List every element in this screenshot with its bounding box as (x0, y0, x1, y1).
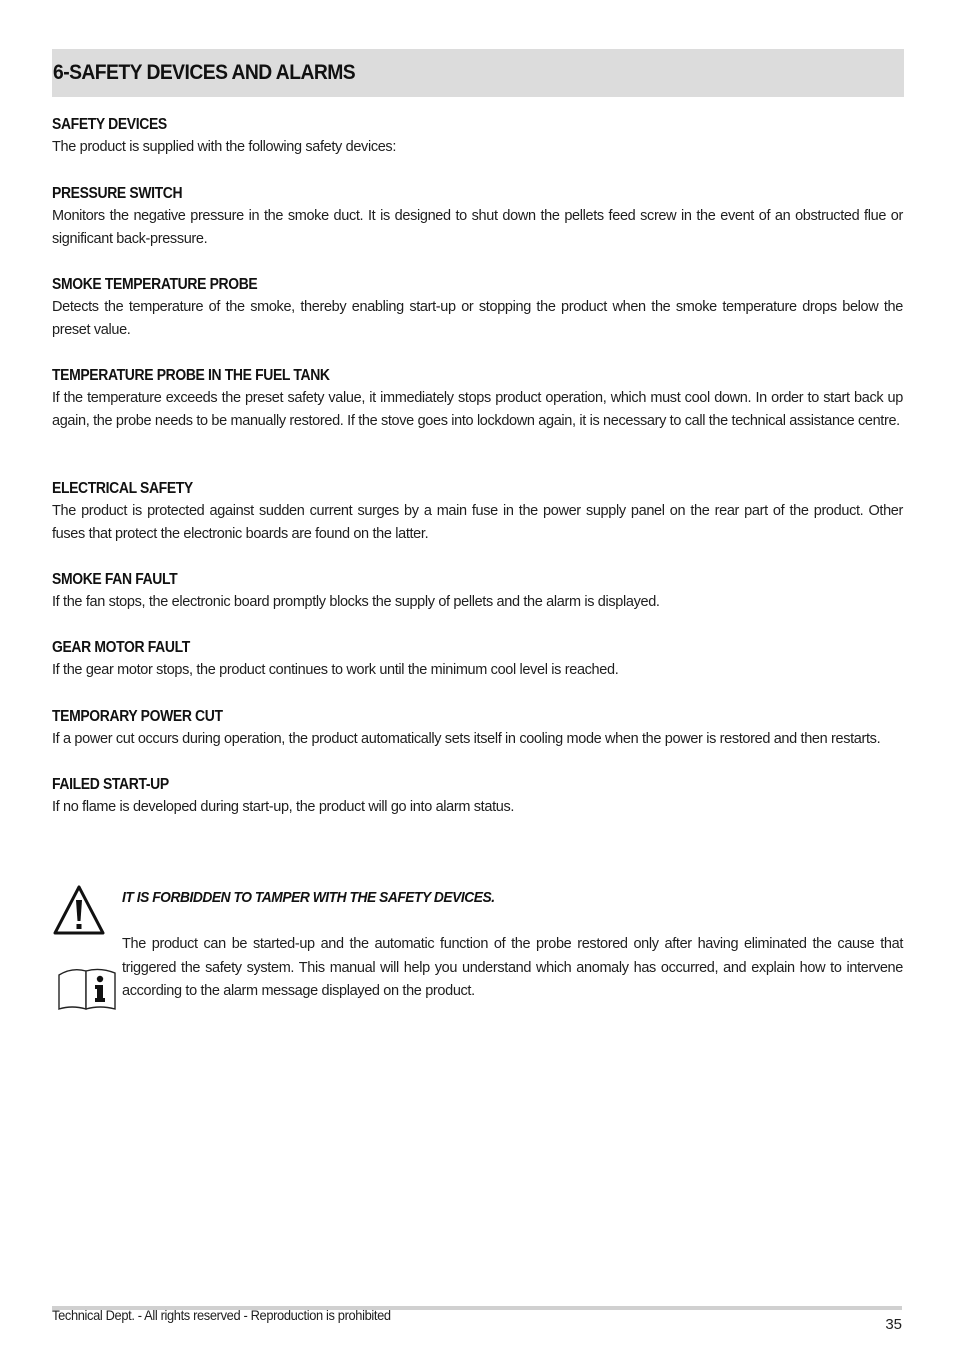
section-gear-motor-fault (52, 637, 903, 682)
section-smoke-temperature-probe (52, 274, 903, 342)
section-fuel-tank-probe (52, 365, 903, 433)
page-number: 35 (885, 1316, 902, 1333)
section-body: The product is supplied with the following safety devices: (52, 139, 397, 155)
section-heading: TEMPERATURE PROBE IN THE FUEL TANK (52, 367, 330, 384)
section-heading: ELECTRICAL SAFETY (52, 480, 193, 497)
footer-copyright: Technical Dept. - All rights reserved - Reproduction is prohibited (52, 1307, 391, 1323)
section-body: The product is protected against sudden current surges by a main fuse in the power supply panel on the rear part of the product. Other fuses that protect the electronic boards are found on the latter. (52, 503, 903, 542)
section-heading: PRESSURE SWITCH (52, 185, 183, 202)
section-heading: GEAR MOTOR FAULT (52, 639, 190, 656)
section-heading: SMOKE TEMPERATURE PROBE (52, 276, 258, 293)
section-smoke-fan-fault (52, 569, 903, 614)
section-heading: SMOKE FAN FAULT (52, 571, 178, 588)
section-temporary-power-cut (52, 706, 903, 751)
section-body: If no flame is developed during start-up, the product will go into alarm status. (52, 799, 515, 815)
info-manual-icon (56, 965, 118, 1012)
section-safety-devices (52, 114, 903, 159)
section-heading: TEMPORARY POWER CUT (52, 708, 223, 725)
section-electrical-safety (52, 478, 903, 546)
safety-note: The product can be started-up and the automatic function of the probe restored only after having eliminated the cause that triggered the safety system. This manual will help you understand which anomaly has occurred, and explain how to intervene according to the alarm message displayed on the product. (122, 936, 903, 999)
section-heading: SAFETY DEVICES (52, 116, 167, 133)
section-pressure-switch (52, 183, 903, 251)
section-heading: FAILED START-UP (52, 776, 169, 793)
chapter-header (52, 49, 904, 97)
section-failed-start-up (52, 774, 903, 819)
section-body: If a power cut occurs during operation, the product automatically sets itself in cooling mode when the power is restored and then restarts. (52, 731, 881, 747)
section-body: If the gear motor stops, the product continues to work until the minimum cool level is reached. (52, 662, 619, 678)
section-body: Monitors the negative pressure in the smoke duct. It is designed to shut down the pellets feed screw in the event of an obstructed flue or significant back-pressure. (52, 208, 903, 247)
warning-message: IT IS FORBIDDEN TO TAMPER WITH THE SAFETY DEVICES. (122, 889, 495, 906)
section-body: Detects the temperature of the smoke, thereby enabling start-up or stopping the product when the smoke temperature drops below the preset value. (52, 299, 903, 338)
section-body: If the temperature exceeds the preset safety value, it immediately stops product operation, which must cool down. In order to start back up again, the probe needs to be manually restored. If the stove goes into lockdown again, it is necessary to call the technical assistance centre. (52, 390, 903, 429)
chapter-title: 6-SAFETY DEVICES AND ALARMS (53, 61, 356, 84)
section-body: If the fan stops, the electronic board promptly blocks the supply of pellets and the alarm is displayed. (52, 594, 660, 610)
warning-triangle-icon (52, 884, 106, 936)
